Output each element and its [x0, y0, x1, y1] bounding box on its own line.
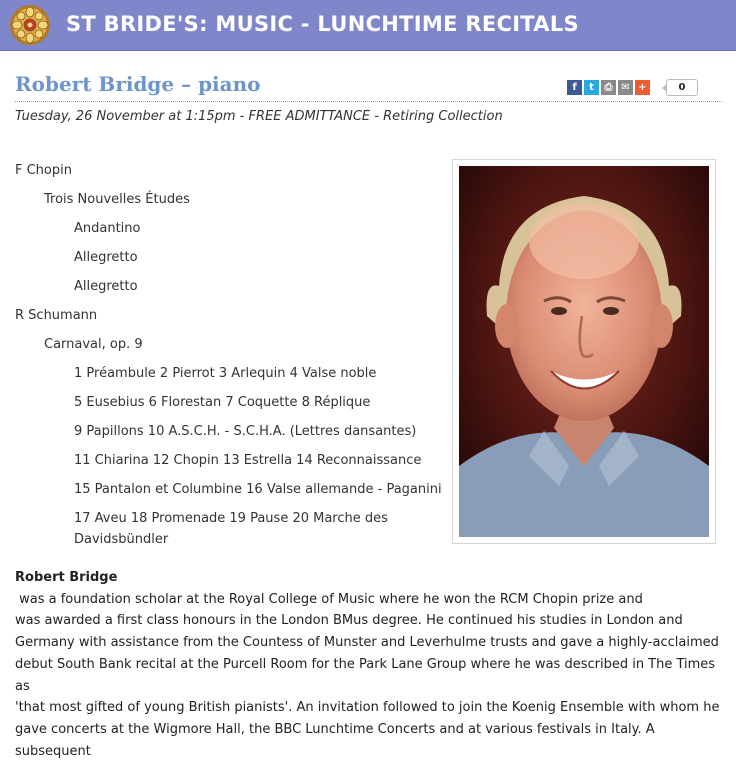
- movement: Davidsbündler: [74, 532, 169, 547]
- movement: Andantino: [74, 221, 141, 236]
- bio-name: Robert Bridge: [15, 570, 118, 585]
- movement: 17 Aveu 18 Promenade 19 Pause 20 Marche des: [74, 511, 388, 526]
- performer-biography: [15, 567, 723, 762]
- rose-window-logo-icon[interactable]: [9, 4, 51, 46]
- movement: 5 Eusebius 6 Florestan 7 Coquette 8 Réplique: [74, 395, 371, 410]
- movement: 15 Pantalon et Columbine 16 Valse allemande - Paganini: [74, 482, 442, 497]
- bio-text: was a foundation scholar at the Royal College of Music where he won the RCM Chopin prize and: [15, 591, 643, 607]
- movement: 1 Préambule 2 Pierrot 3 Arlequin 4 Valse noble: [74, 366, 377, 381]
- performer-photo: [459, 166, 709, 537]
- movement: 11 Chiarina 12 Chopin 13 Estrella 14 Reconnaissance: [74, 453, 422, 468]
- composer: R Schumann: [15, 308, 98, 323]
- bio-text: was awarded a first class honours in the London BMus degree. He continued his studies in London and: [15, 613, 683, 629]
- share-bar: [567, 79, 650, 95]
- bio-text: gave concerts at the Wigmore Hall, the BBC Lunchtime Concerts and at various festivals in Italy. A subsequent: [15, 721, 655, 759]
- movement: Allegretto: [74, 250, 138, 265]
- print-icon[interactable]: ⎙: [601, 80, 616, 95]
- site-title[interactable]: ST BRIDE'S: MUSIC - LUNCHTIME RECITALS: [66, 12, 579, 36]
- work-title: Carnaval, op. 9: [44, 337, 143, 352]
- event-date: Tuesday, 26 November at 1:15pm - FREE ADMITTANCE - Retiring Collection: [15, 109, 503, 124]
- bio-text: Germany with assistance from the Countess of Munster and Leverhulme trusts and gave a highly-acclaimed: [15, 635, 719, 651]
- site-header: [0, 0, 736, 51]
- facebook-icon[interactable]: f: [567, 80, 582, 95]
- bio-text: debut South Bank recital at the Purcell Room for the Park Lane Group where he was described in The Times as: [15, 656, 716, 694]
- movement: Allegretto: [74, 279, 138, 294]
- work-title: Trois Nouvelles Études: [44, 192, 190, 207]
- plus-icon[interactable]: +: [635, 80, 650, 95]
- title-divider: [15, 101, 722, 102]
- composer: F Chopin: [15, 163, 72, 178]
- twitter-icon[interactable]: t: [584, 80, 599, 95]
- email-icon[interactable]: ✉: [618, 80, 633, 95]
- page-title: Robert Bridge – piano: [15, 72, 261, 96]
- share-count: 0: [666, 79, 698, 96]
- bio-text: 'that most gifted of young British pianists'. An invitation followed to join the Koenig Ensemble with whom he: [15, 700, 720, 716]
- movement: 9 Papillons 10 A.S.C.H. - S.C.H.A. (Lettres dansantes): [74, 424, 417, 439]
- performer-photo-frame: [452, 159, 716, 544]
